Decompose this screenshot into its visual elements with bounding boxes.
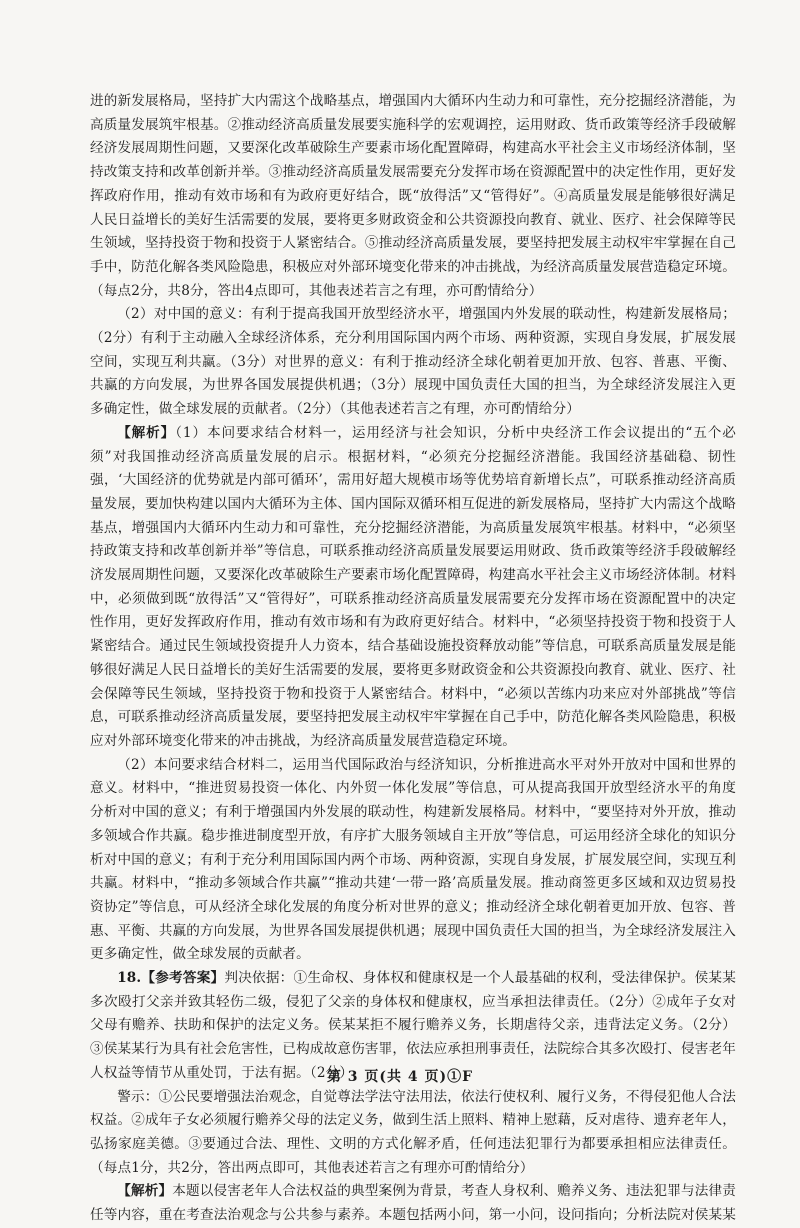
paragraph-text: 进的新发展格局，坚持扩大内需这个战略基点，增强国内大循环内生动力和可靠性，充分挖掘经济潜能，为高质量发展筑牢根基。②推动经济高质量发展要实施科学的宏观调控，运用财政、货币政策等经济手段破解经济发展周期性问题，又要深化改革破除生产要素市场化配置障碍，构建高水平社会主义市场经济体制，坚持改策支持和改革创新并举。③推动经济高质量发展需要充分发挥市场在资源配置中的决定性作用，更好发挥政府作用，推动有效市场和有为政府更好结合，既“放得活”又“管得好”。④高质量发展是能够很好满足人民日益增长的美好生活需要的发展，要将更多财政资金和公共资源投向教育、就业、医疗、社会保障等民生领域，坚持投资于物和投资于人紧密结合。⑤推动经济高质量发展，要坚持把发展主动权牢牢掌握在自己手中，防范化解各类风险隐患，积极应对外部环境变化带来的冲击挑战，为经济高质量发展营造稳定环境。（每点2分，共8分，答出4点即可，其他表述若言之有理，亦可酌情给分） — [90, 93, 736, 299]
page-footer: 第 3 页(共 4 页)①F — [326, 1069, 474, 1085]
paragraph-3 — [90, 422, 736, 754]
paragraph-text: 警示：①公民要增强法治观念，自觉尊法学法守法用法，依法行使权利、履行义务，不得侵犯他人合法权益。②成年子女必须履行赡养父母的法定义务，做到生活上照料、精神上慰藉，反对虐待、遗弃老年人，弘扬家庭美德。③要通过合法、理性、文明的方式化解矛盾，任何违法犯罪行为都要承担相应法律责任。（每点1分，共2分，答出两点即可，其他表述若言之有理亦可酌情给分） — [90, 1088, 736, 1176]
document-body — [90, 90, 736, 1228]
paragraph-text: （2）本问要求结合材料二，运用当代国际政治与经济知识，分析推进高水平对外开放对中国和世界的意义。材料中，“推进贸易投资一体化、内外贸一体化发展”等信息，可从提高我国开放型经济水平的角度分析对中国的意义；有利于增强国内外发展的联动性，构建新发展格局。材料中，“要坚持对外开放，推动多领域合作共赢。稳步推进制度型开放，有序扩大服务领域自主开放”等信息，可运用经济全球化的知识分析对中国的意义；有利于充分利用国际国内两个市场、两种资源，实现自身发展，扩展发展空间，实现互利共赢。材料中，“推动多领域合作共赢”“推动共建‘一带一路’高质量发展。推动商签更多区域和双边贸易投资协定”等信息，可从经济全球化发展的角度分析对世界的意义；推动经济全球化朝着更加开放、包容、普惠、平衡、共赢的方向发展，为世界各国发展提供机遇；展现中国负责任大国的担当，为全球经济发展注入更多确定性，做全球发展的贡献者。 — [90, 756, 736, 963]
paragraph-4 — [90, 754, 736, 967]
analysis-tag: 【解析】 — [117, 424, 176, 441]
paragraph-6 — [90, 1086, 736, 1181]
paragraph-text: （2）对中国的意义：有利于提高我国开放型经济水平，增强国内外发展的联动性，构建新发展格局；（2分）有利于主动融入全球经济体系，充分利用国际国内两个市场、两种资源，实现自身发展，扩展发展空间，实现互利共赢。（3分）对世界的意义：有利于推动经济全球化朝着更加开放、包容、普惠、平衡、共赢的方向发展，为世界各国发展提供机遇；（3分）展现中国负责任大国的担当，为全球经济发展注入更多确定性，做全球发展的贡献者。（2分）（其他表述若言之有理，亦可酌情给分） — [90, 306, 736, 418]
paragraph-text: 本题以侵害老年人合法权益的典型案例为背景，考查人身权利、赡养义务、违法犯罪与法律责任等内容，重在考查法治观念与公共参与素养。本题包括两小问，第一小问，设问指向；分析法院对侯某某 — [90, 1183, 736, 1224]
paragraph-text: （1）本问要求结合材料一，运用经济与社会知识，分析中央经济工作会议提出的“五个必须”对我国推动经济高质量发展的启示。根据材料，“必须充分挖掘经济潜能。我国经济基础稳、韧性强，‘大国经济的优势就是内部可循环’，需用好超大规模市场等优势培育新增长点”，可联系推动经济高质量发展，要加快构建以国内大循环为主体、国内国际双循环相互促进的新发展格局，坚持扩大内需这个战略基点，增强国内大循环内生动力和可靠性，充分挖掘经济潜能，为高质量发展筑牢根基。材料中，“必须坚持政策支持和改革创新并举”等信息，可联系推动经济高质量发展要运用财政、货币政策等经济手段破解经济发展周期性问题，又要深化改革破除生产要素市场化配置障碍，构建高水平社会主义市场经济体制。材料中，必须做到既“放得活”又“管得好”，可联系推动经济高质量发展需要充分发挥市场在资源配置中的决定性作用，更好发挥政府作用，推动有效市场和有为政府更好结合。材料中，“必须坚持投资于物和投资于人紧密结合。通过民生领域投资提升人力资本，结合基础设施投资释放动能”等信息，可联系高质量发展是能够很好满足人民日益增长的美好生活需要的发展，要将更多财政资金和公共资源投向教育、就业、医疗、社会保障等民生领域，坚持投资于物和投资于人紧密结合。材料中，“必须以苦练内功来应对外部挑战”等信息，可联系推动经济高质量发展，要坚持把发展主动权牢牢掌握在自己手中，防范化解各类风险隐患，积极应对外部环境变化带来的冲击挑战，为经济高质量发展营造稳定环境。 — [90, 424, 736, 749]
answer-tag: 18.【参考答案】 — [117, 970, 225, 987]
paragraph-text: 判决依据：①生命权、身体权和健康权是一个人最基础的权利，受法律保护。侯某某多次殴打父亲并致其轻伤二级，侵犯了父亲的身体权和健康权，应当承担法律责任。（2分）②成年子女对父母有赡养、扶助和保护的法定义务。侯某某拒不履行赡养义务，长期虐待父亲，违背法定义务。（2分）③侯某某行为具有社会危害性，已构成故意伤害罪，依法应承担刑事责任，法院综合其多次殴打、侵害老年人权益等情节从重处罚，于法有据。（2分） — [90, 970, 736, 1081]
analysis-tag: 【解析】 — [117, 1183, 173, 1200]
paragraph-2 — [90, 303, 736, 422]
paragraph-7 — [90, 1180, 736, 1227]
paragraph-1 — [90, 90, 736, 303]
